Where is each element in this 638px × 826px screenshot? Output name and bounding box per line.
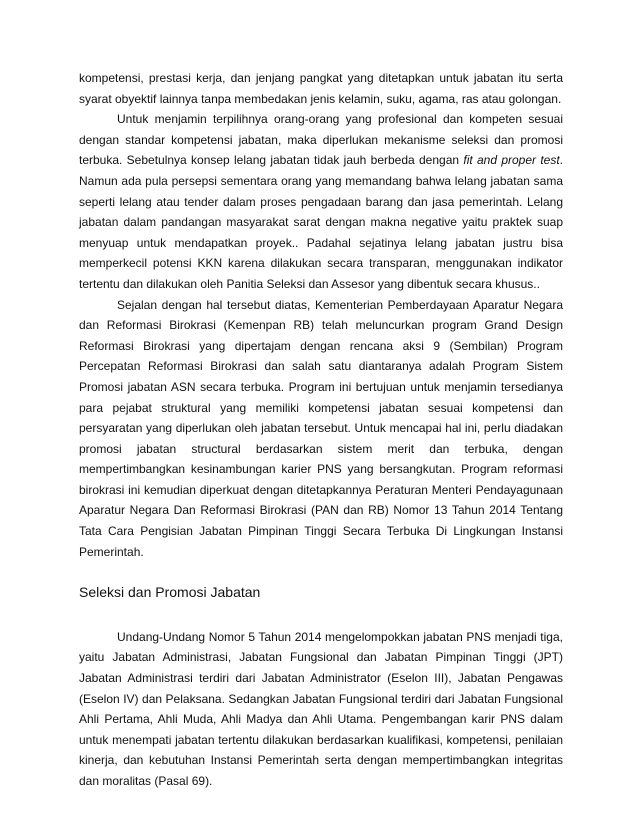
paragraph-continuation: kompetensi, prestasi kerja, dan jenjang pangkat yang ditetapkan untuk jabatan itu serta syarat obyektif lainnya tanpa membedakan jenis kelamin, suku, agama, ras atau golongan. <box>79 71 563 106</box>
italic-term: fit and proper test <box>463 153 560 168</box>
document-page <box>79 68 563 792</box>
paragraph-text: Untuk menjamin terpilihnya orang-orang yang profesional dan kompeten sesuai dengan standar kompetensi jabatan, maka diperlukan mekanisme seleksi dan promosi terbuka. Sebetulnya konsep lelang jabatan tidak jauh berbeda dengan <box>79 112 563 168</box>
paragraph-text: . Namun ada pula persepsi sementara orang yang memandang bahwa lelang jabatan sama seperti lelang atau tender dalam proses pengadaan barang dan jasa pemerintah. Lelang jabatan dalam pandangan masyarakat sarat dengan makna negative yaitu praktek suap menyuap untuk mendapatkan proyek.. Padahal sejatinya lelang jabatan justru bisa memperkecil potensi KKN karena dilakukan secara transparan, menggunakan indikator tertentu dan dilakukan oleh Panitia Seleksi dan Assesor yang dibentuk secara khusus.. <box>79 153 564 291</box>
paragraph-kemenpan-rb: Sejalan dengan hal tersebut diatas, Kementerian Pemberdayaan Aparatur Negara dan Reformasi Birokrasi (Kemenpan RB) telah meluncurkan program Grand Design Reformasi Birokrasi yang dipertajam dengan rencana aksi 9 (Sembilan) Program Percepatan Reformasi Birokrasi dan salah satu diantaranya adalah Program Sistem Promosi jabatan ASN secara terbuka. Program ini bertujuan untuk menjamin tersedianya para pejabat struktural yang memiliki kompetensi jabatan sesuai kompetensi dan persyaratan yang diperlukan oleh jabatan tersebut. Untuk mencapai hal ini, perlu diadakan promosi jabatan structural berdasarkan sistem merit dan terbuka, dengan mempertimbangkan kesinambungan karier PNS yang bersangkutan. Program reformasi birokrasi ini kemudian diperkuat dengan ditetapkannya Peraturan Menteri Pendayagunaan Aparatur Negara Dan Reformasi Birokrasi (PAN dan RB) Nomor 13 Tahun 2014 Tentang Tata Cara Pengisian Jabatan Pimpinan Tinggi Secara Terbuka Di Lingkungan Instansi Pemerintah. <box>79 297 563 559</box>
paragraph-undang-undang: Undang-Undang Nomor 5 Tahun 2014 mengelompokkan jabatan PNS menjadi tiga, yaitu Jabatan Administrasi, Jabatan Fungsional dan Jabatan Pimpinan Tinggi (JPT) Jabatan Administrasi terdiri dari Jabatan Administrator (Eselon III), Jabatan Pengawas (Eselon IV) dan Pelaksana. Sedangkan Jabatan Fungsional terdiri dari Jabatan Fungsional Ahli Pertama, Ahli Muda, Ahli Madya dan Ahli Utama. Pengembangan karir PNS dalam untuk menempati jabatan tertentu dilakukan berdasarkan kualifikasi, kompetensi, penilaian kinerja, dan kebutuhan Instansi Pemerintah serta dengan mempertimbangkan integritas dan moralitas (Pasal 69). <box>79 629 563 788</box>
section-heading: Seleksi dan Promosi Jabatan <box>79 584 261 601</box>
paragraph-lelang-jabatan <box>79 109 563 294</box>
